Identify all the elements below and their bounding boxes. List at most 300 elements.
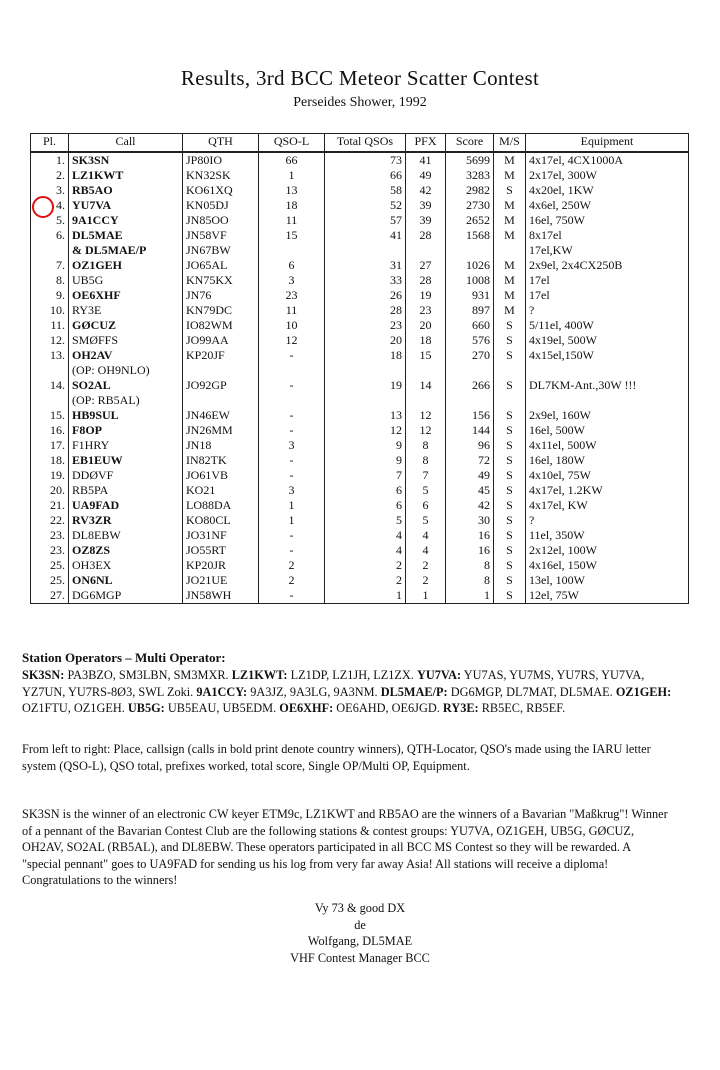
table-row <box>31 543 689 558</box>
cell-equipment: 12el, 75W <box>526 588 689 604</box>
cell-ms: S <box>494 468 526 483</box>
cell-total-qsos: 26 <box>325 288 406 303</box>
cell-ms: S <box>494 498 526 513</box>
cell-score: 931 <box>446 288 494 303</box>
cell-qth: JO31NF <box>183 528 259 543</box>
cell-total-qsos: 12 <box>325 423 406 438</box>
cell-place <box>31 393 69 408</box>
cell-qth: IO82WM <box>183 318 259 333</box>
cell-score: 1568 <box>446 228 494 243</box>
cell-call: OH3EX <box>69 558 183 573</box>
cell-place: 25. <box>31 573 69 588</box>
cell-place: 23. <box>31 543 69 558</box>
operator-names: LZ1DP, LZ1JH, LZ1ZX. <box>290 668 414 682</box>
cell-ms: M <box>494 273 526 288</box>
cell-pfx: 39 <box>406 213 446 228</box>
operator-names: 9A3JZ, 9A3LG, 9A3NM. <box>250 684 378 699</box>
cell-score: 45 <box>446 483 494 498</box>
table-row <box>31 318 689 333</box>
table-row <box>31 393 689 408</box>
cell-call: YU7VA <box>69 198 183 213</box>
cell-score: 270 <box>446 348 494 363</box>
cell-score: 5699 <box>446 152 494 168</box>
cell-qso-l <box>259 243 325 258</box>
cell-total-qsos: 4 <box>325 528 406 543</box>
cell-qth: JO61VB <box>183 468 259 483</box>
cell-total-qsos: 4 <box>325 543 406 558</box>
cell-ms: S <box>494 408 526 423</box>
cell-call: RB5PA <box>69 483 183 498</box>
cell-call: UA9FAD <box>69 498 183 513</box>
operator-station-call: OZ1GEH: <box>615 684 672 699</box>
cell-score: 72 <box>446 453 494 468</box>
cell-equipment: 4x20el, 1KW <box>526 183 689 198</box>
cell-total-qsos: 1 <box>325 588 406 604</box>
cell-ms: S <box>494 453 526 468</box>
cell-score: 8 <box>446 558 494 573</box>
cell-place: 21. <box>31 498 69 513</box>
table-row <box>31 273 689 288</box>
cell-total-qsos: 20 <box>325 333 406 348</box>
table-row <box>31 438 689 453</box>
cell-call: F1HRY <box>69 438 183 453</box>
cell-call: OH2AV <box>69 348 183 363</box>
table-row <box>31 378 689 393</box>
cell-pfx: 20 <box>406 318 446 333</box>
cell-call: RY3E <box>69 303 183 318</box>
cell-pfx: 23 <box>406 303 446 318</box>
cell-score: 2982 <box>446 183 494 198</box>
cell-qso-l: 1 <box>259 513 325 528</box>
cell-ms: M <box>494 168 526 183</box>
cell-qth: JO99AA <box>183 333 259 348</box>
cell-call: RB5AO <box>69 183 183 198</box>
cell-qso-l: 3 <box>259 483 325 498</box>
cell-qso-l: 2 <box>259 573 325 588</box>
cell-total-qsos: 6 <box>325 498 406 513</box>
cell-qso-l: 1 <box>259 168 325 183</box>
cell-qth: JN26MM <box>183 423 259 438</box>
cell-score <box>446 363 494 378</box>
cell-total-qsos: 9 <box>325 453 406 468</box>
table-row <box>31 423 689 438</box>
cell-qth: KP20JF <box>183 348 259 363</box>
cell-total-qsos: 58 <box>325 183 406 198</box>
cell-place: 7. <box>31 258 69 273</box>
cell-equipment: 17el <box>526 288 689 303</box>
cell-qth: JN85OO <box>183 213 259 228</box>
cell-equipment: 4x10el, 75W <box>526 468 689 483</box>
cell-score: 897 <box>446 303 494 318</box>
cell-equipment: 4x17el, 1.2KW <box>526 483 689 498</box>
cell-ms: M <box>494 152 526 168</box>
table-row <box>31 228 689 243</box>
cell-pfx: 8 <box>406 453 446 468</box>
header-qso-l: QSO-L <box>259 134 325 153</box>
cell-place: 4. <box>31 198 69 213</box>
cell-qth <box>183 393 259 408</box>
cell-pfx: 42 <box>406 183 446 198</box>
table-row <box>31 243 689 258</box>
document-title: Results, 3rd BCC Meteor Scatter Contest <box>180 66 540 90</box>
cell-equipment: 4x19el, 500W <box>526 333 689 348</box>
cell-ms: S <box>494 528 526 543</box>
cell-equipment: 11el, 350W <box>526 528 689 543</box>
cell-total-qsos: 52 <box>325 198 406 213</box>
cell-ms: S <box>494 318 526 333</box>
cell-equipment: 16el, 750W <box>526 213 689 228</box>
table-row <box>31 168 689 183</box>
signature-block <box>0 900 720 966</box>
cell-pfx: 18 <box>406 333 446 348</box>
cell-qso-l: 6 <box>259 258 325 273</box>
cell-pfx: 49 <box>406 168 446 183</box>
table-row <box>31 288 689 303</box>
cell-score: 49 <box>446 468 494 483</box>
cell-pfx <box>406 393 446 408</box>
signature-line: VHF Contest Manager BCC <box>290 950 430 965</box>
cell-qso-l: 11 <box>259 303 325 318</box>
cell-ms: S <box>494 588 526 604</box>
cell-pfx: 14 <box>406 378 446 393</box>
cell-place: 13. <box>31 348 69 363</box>
cell-equipment: 16el, 180W <box>526 453 689 468</box>
operator-names: PA3BZO, SM3LBN, SM3MXR. <box>67 668 229 682</box>
cell-place <box>31 243 69 258</box>
cell-ms: S <box>494 378 526 393</box>
cell-pfx: 8 <box>406 438 446 453</box>
operators-list <box>22 667 672 717</box>
cell-call: & DL5MAE/P <box>69 243 183 258</box>
cell-qso-l: - <box>259 468 325 483</box>
cell-score: 144 <box>446 423 494 438</box>
cell-total-qsos: 57 <box>325 213 406 228</box>
cell-call: F8OP <box>69 423 183 438</box>
cell-qth: JN46EW <box>183 408 259 423</box>
cell-qth: JO21UE <box>183 573 259 588</box>
cell-qth: JO92GP <box>183 378 259 393</box>
cell-pfx: 2 <box>406 573 446 588</box>
operator-station-call: YU7VA: <box>416 668 462 682</box>
header-pfx: PFX <box>406 134 446 153</box>
operator-station-call: DL5MAE/P: <box>380 684 448 699</box>
cell-qso-l: - <box>259 588 325 604</box>
table-row <box>31 198 689 213</box>
cell-qso-l: 1 <box>259 498 325 513</box>
cell-total-qsos: 5 <box>325 513 406 528</box>
cell-score: 1026 <box>446 258 494 273</box>
cell-ms: M <box>494 303 526 318</box>
cell-call: DL8EBW <box>69 528 183 543</box>
cell-ms <box>494 243 526 258</box>
cell-score: 266 <box>446 378 494 393</box>
cell-equipment: 17el <box>526 273 689 288</box>
cell-place: 12. <box>31 333 69 348</box>
cell-ms <box>494 393 526 408</box>
cell-qso-l: 18 <box>259 198 325 213</box>
operator-station-call: OE6XHF: <box>279 701 334 715</box>
cell-score: 16 <box>446 528 494 543</box>
cell-qso-l: 13 <box>259 183 325 198</box>
cell-qth <box>183 363 259 378</box>
cell-equipment: 8x17el <box>526 228 689 243</box>
cell-qth: KO80CL <box>183 513 259 528</box>
cell-qso-l: - <box>259 423 325 438</box>
cell-total-qsos: 2 <box>325 573 406 588</box>
cell-total-qsos: 41 <box>325 228 406 243</box>
cell-score: 156 <box>446 408 494 423</box>
cell-qth: LO88DA <box>183 498 259 513</box>
cell-equipment: 4x11el, 500W <box>526 438 689 453</box>
cell-equipment: 4x17el, KW <box>526 498 689 513</box>
cell-equipment: 2x9el, 2x4CX250B <box>526 258 689 273</box>
cell-call: EB1EUW <box>69 453 183 468</box>
cell-total-qsos: 7 <box>325 468 406 483</box>
operator-names: OE6AHD, OE6JGD. <box>336 701 440 715</box>
header-total-qsos: Total QSOs <box>325 134 406 153</box>
cell-ms: M <box>494 288 526 303</box>
cell-qso-l: 10 <box>259 318 325 333</box>
operator-station-call: UB5G: <box>127 701 165 715</box>
cell-total-qsos: 31 <box>325 258 406 273</box>
cell-score: 16 <box>446 543 494 558</box>
cell-score <box>446 393 494 408</box>
cell-equipment: 2x12el, 100W <box>526 543 689 558</box>
results-body <box>31 152 689 604</box>
cell-place: 2. <box>31 168 69 183</box>
cell-pfx <box>406 363 446 378</box>
cell-qth: JO55RT <box>183 543 259 558</box>
cell-call: 9A1CCY <box>69 213 183 228</box>
cell-pfx: 15 <box>406 348 446 363</box>
table-row <box>31 363 689 378</box>
cell-equipment: 2x17el, 300W <box>526 168 689 183</box>
document-subtitle: Perseides Shower, 1992 <box>293 95 427 110</box>
cell-qth: KO21 <box>183 483 259 498</box>
table-row <box>31 468 689 483</box>
table-row <box>31 213 689 228</box>
cell-equipment <box>526 363 689 378</box>
cell-pfx <box>406 243 446 258</box>
cell-call: UB5G <box>69 273 183 288</box>
cell-qso-l: 23 <box>259 288 325 303</box>
cell-pfx: 41 <box>406 152 446 168</box>
cell-score: 1 <box>446 588 494 604</box>
cell-call: (OP: OH9NLO) <box>69 363 183 378</box>
table-row <box>31 152 689 168</box>
cell-total-qsos: 33 <box>325 273 406 288</box>
cell-call: DDØVF <box>69 468 183 483</box>
cell-score: 1008 <box>446 273 494 288</box>
cell-total-qsos: 23 <box>325 318 406 333</box>
operator-station-call: 9A1CCY: <box>196 684 248 699</box>
cell-ms: S <box>494 438 526 453</box>
cell-score: 576 <box>446 333 494 348</box>
cell-qso-l: 11 <box>259 213 325 228</box>
cell-equipment: 13el, 100W <box>526 573 689 588</box>
cell-qth: KN79DC <box>183 303 259 318</box>
cell-place: 15. <box>31 408 69 423</box>
winners-paragraph: SK3SN is the winner of an electronic CW keyer ETM9c, LZ1KWT and RB5AO are the winners of a Bavarian "Maßkrug"! Winner of a pennant of the Bavarian Contest Club are the following stations & contest groups: YU7VA, OZ1GEH, UB5G, GØCUZ, OH2AV, SO2AL (RB5AL), and DL8EBW. These operators participated in all BCC MS Contest so they will be rewarded. A "special pennant" goes to UA9FAD for sending us his log from very far away Asia! All stations will receive a diploma! Congratulations to the winners! <box>22 807 668 887</box>
cell-ms: S <box>494 573 526 588</box>
cell-call: OE6XHF <box>69 288 183 303</box>
cell-score: 96 <box>446 438 494 453</box>
cell-pfx: 2 <box>406 558 446 573</box>
header-call: Call <box>69 134 183 153</box>
cell-qth: JN58VF <box>183 228 259 243</box>
cell-qso-l: 2 <box>259 558 325 573</box>
cell-ms: M <box>494 258 526 273</box>
cell-call: RV3ZR <box>69 513 183 528</box>
cell-pfx: 6 <box>406 498 446 513</box>
cell-place: 16. <box>31 423 69 438</box>
table-row <box>31 408 689 423</box>
cell-call: ON6NL <box>69 573 183 588</box>
cell-place: 8. <box>31 273 69 288</box>
cell-qso-l: - <box>259 453 325 468</box>
cell-call: (OP: RB5AL) <box>69 393 183 408</box>
cell-total-qsos: 6 <box>325 483 406 498</box>
cell-qth: KN75KX <box>183 273 259 288</box>
cell-call: HB9SUL <box>69 408 183 423</box>
operator-station-call: RY3E: <box>442 701 479 715</box>
cell-place: 1. <box>31 152 69 168</box>
cell-ms: S <box>494 483 526 498</box>
table-row <box>31 348 689 363</box>
table-row <box>31 573 689 588</box>
cell-pfx: 12 <box>406 408 446 423</box>
cell-qso-l: 66 <box>259 152 325 168</box>
cell-qso-l: 3 <box>259 273 325 288</box>
header-score: Score <box>446 134 494 153</box>
cell-qth: JN58WH <box>183 588 259 604</box>
cell-qth: JN67BW <box>183 243 259 258</box>
cell-equipment: DL7KM-Ant.,30W !!! <box>526 378 689 393</box>
cell-place: 25. <box>31 558 69 573</box>
table-row <box>31 483 689 498</box>
highlight-circle-marker <box>32 196 54 218</box>
cell-ms: S <box>494 333 526 348</box>
cell-equipment: 5/11el, 400W <box>526 318 689 333</box>
cell-pfx: 5 <box>406 483 446 498</box>
cell-equipment: 4x17el, 4CX1000A <box>526 152 689 168</box>
cell-qso-l <box>259 393 325 408</box>
cell-total-qsos: 19 <box>325 378 406 393</box>
operator-names: DG6MGP, DL7MAT, DL5MAE. <box>450 684 613 699</box>
cell-pfx: 39 <box>406 198 446 213</box>
cell-place: 6. <box>31 228 69 243</box>
header-place: Pl. <box>31 134 69 153</box>
operator-names: RB5EC, RB5EF. <box>481 701 566 715</box>
cell-total-qsos: 2 <box>325 558 406 573</box>
table-header-row <box>31 134 689 153</box>
cell-place: 23. <box>31 528 69 543</box>
cell-qth: KN05DJ <box>183 198 259 213</box>
cell-place: 11. <box>31 318 69 333</box>
cell-ms: S <box>494 423 526 438</box>
cell-qth: KN32SK <box>183 168 259 183</box>
cell-qth: JN18 <box>183 438 259 453</box>
cell-pfx: 4 <box>406 543 446 558</box>
cell-score: 8 <box>446 573 494 588</box>
cell-pfx: 5 <box>406 513 446 528</box>
cell-total-qsos: 18 <box>325 348 406 363</box>
table-row <box>31 258 689 273</box>
cell-pfx: 28 <box>406 273 446 288</box>
table-row <box>31 453 689 468</box>
cell-equipment: ? <box>526 513 689 528</box>
cell-place: 19. <box>31 468 69 483</box>
cell-total-qsos <box>325 393 406 408</box>
cell-ms: M <box>494 213 526 228</box>
cell-call: DL5MAE <box>69 228 183 243</box>
cell-ms: S <box>494 183 526 198</box>
operator-names: YU7AS, YU7MS, YU7RS, YU7VA, YZ7UN, YU7RS-8Ø3, SWL Zoki. <box>22 668 645 699</box>
cell-score: 2652 <box>446 213 494 228</box>
cell-call: DG6MGP <box>69 588 183 604</box>
cell-total-qsos: 13 <box>325 408 406 423</box>
cell-place: 17. <box>31 438 69 453</box>
cell-ms: S <box>494 513 526 528</box>
cell-score: 3283 <box>446 168 494 183</box>
cell-call: GØCUZ <box>69 318 183 333</box>
cell-qso-l: 15 <box>259 228 325 243</box>
cell-equipment <box>526 393 689 408</box>
cell-equipment: 16el, 500W <box>526 423 689 438</box>
cell-call: OZ1GEH <box>69 258 183 273</box>
cell-qso-l <box>259 363 325 378</box>
cell-score: 2730 <box>446 198 494 213</box>
cell-total-qsos <box>325 243 406 258</box>
cell-total-qsos: 66 <box>325 168 406 183</box>
table-row <box>31 513 689 528</box>
cell-place: 10. <box>31 303 69 318</box>
cell-call: SMØFFS <box>69 333 183 348</box>
cell-qso-l: - <box>259 348 325 363</box>
signature-line: de <box>354 917 366 932</box>
cell-qso-l: - <box>259 378 325 393</box>
cell-qth: JO65AL <box>183 258 259 273</box>
table-row <box>31 303 689 318</box>
cell-qth: IN82TK <box>183 453 259 468</box>
cell-qso-l: - <box>259 543 325 558</box>
cell-pfx: 27 <box>406 258 446 273</box>
operators-heading: Station Operators – Multi Operator: <box>22 650 226 665</box>
table-row <box>31 183 689 198</box>
cell-ms: S <box>494 558 526 573</box>
table-row <box>31 498 689 513</box>
operator-names: OZ1FTU, OZ1GEH. <box>22 701 125 715</box>
cell-place: 14. <box>31 378 69 393</box>
cell-place: 20. <box>31 483 69 498</box>
cell-pfx: 28 <box>406 228 446 243</box>
cell-call: SK3SN <box>69 152 183 168</box>
cell-call: OZ8ZS <box>69 543 183 558</box>
cell-total-qsos: 28 <box>325 303 406 318</box>
cell-ms: M <box>494 228 526 243</box>
header-ms: M/S <box>494 134 526 153</box>
cell-call: LZ1KWT <box>69 168 183 183</box>
cell-total-qsos <box>325 363 406 378</box>
cell-ms <box>494 363 526 378</box>
cell-call: SO2AL <box>69 378 183 393</box>
header-qth: QTH <box>183 134 259 153</box>
legend-paragraph: From left to right: Place, callsign (calls in bold print denote country winners), QTH-Locator, QSO's made using the IARU letter system (QSO-L), QSO total, prefixes worked, total score, Single OP/Multi OP, Equipment. <box>22 742 651 773</box>
results-table <box>30 133 689 604</box>
cell-place: 18. <box>31 453 69 468</box>
cell-score <box>446 243 494 258</box>
header-equipment: Equipment <box>526 134 689 153</box>
